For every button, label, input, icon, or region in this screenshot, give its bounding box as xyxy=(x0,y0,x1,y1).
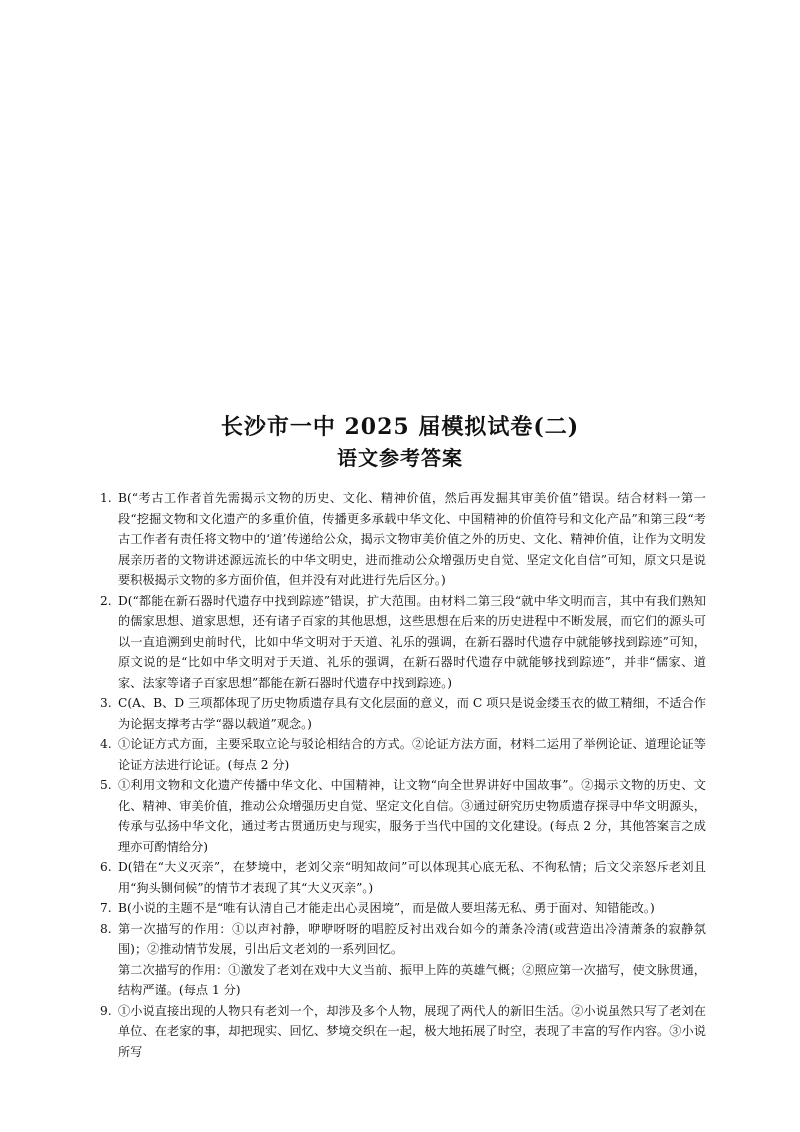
answer-item-7 xyxy=(100,898,706,919)
answer-number: 1. xyxy=(100,491,112,505)
answer-number: 9. xyxy=(100,1003,112,1018)
answer-text xyxy=(118,898,706,919)
answer-paragraph: 第一次描写的作用：①以声衬静，咿咿呀呀的唱腔反衬出戏台如今的萧条冷清(或营造出冷清萧条的寂静氛围)；②推动情节发展，引出后文老刘的一系列回忆。 xyxy=(118,921,706,956)
answer-item-9 xyxy=(100,1001,706,1063)
answer-item-6 xyxy=(100,857,706,898)
answer-list xyxy=(100,488,706,1062)
answer-text xyxy=(118,734,706,775)
answer-paragraph: ①论证方式方面，主要采取立论与驳论相结合的方式。②论证方法方面，材料二运用了举例论证、道理论证等论证方法进行论证。(每点 2 分) xyxy=(118,737,706,772)
answer-paragraph: B(“考古工作者首先需揭示文物的历史、文化、精神价值，然后再发掘其审美价值”错误。结合材料一第一段“挖掘文物和文化遗产的多重价值，传播更多承载中华文化、中国精神的价值符号和文化产品”和第三段“考古工作者有责任将文物中的‘道’传递给公众，揭示文物审美价值之外的历史、文化、精神价值，让作为文明发展亲历者的文物讲述源远流长的中华文明史，进而推动公众增强历史自觉、坚定文化自信”可知，原文只是说要积极揭示文物的多方面价值，但并没有对此进行先后区分。) xyxy=(118,491,706,587)
answer-paragraph: D(错在“大义灭亲”，在梦境中，老刘父亲“明知故问”可以体现其心底无私、不徇私情；后文父亲怒斥老刘且用“狗头铡伺候”的情节才表现了其“大义灭亲”。) xyxy=(118,860,706,895)
answer-item-1 xyxy=(100,488,706,591)
answer-number: 2. xyxy=(100,593,112,608)
answer-number: 5. xyxy=(100,778,112,792)
answer-item-2 xyxy=(100,591,706,694)
answer-number: 7. xyxy=(100,901,112,915)
exam-title: 长沙市一中 2025 届模拟试卷(二) xyxy=(220,414,580,440)
answer-text xyxy=(118,775,706,857)
answer-text xyxy=(118,919,706,1001)
answer-number: 6. xyxy=(100,860,112,874)
answer-text xyxy=(118,857,706,898)
answer-number: 8. xyxy=(100,921,112,936)
answer-item-8 xyxy=(100,919,706,1001)
answer-paragraph: 第二次描写的作用：①激发了老刘在戏中大义当前、振甲上阵的英雄气概；②照应第一次描写，使文脉贯通，结构严谨。(每点 1 分) xyxy=(118,962,706,997)
answer-number: 4. xyxy=(100,737,112,751)
answer-text xyxy=(118,1001,706,1063)
answer-item-4 xyxy=(100,734,706,775)
answer-paragraph: B(小说的主题不是“唯有认清自己才能走出心灵困境”，而是做人要坦荡无私、勇于面对、知错能改。) xyxy=(118,901,655,915)
answer-key-subtitle: 语文参考答案 xyxy=(337,446,463,470)
answer-paragraph: D(“都能在新石器时代遗存中找到踪迹”错误，扩大范围。由材料二第三段“就中华文明而言，其中有我们熟知的儒家思想、道家思想，还有诸子百家的其他思想，这些思想在后来的历史进程中不断发展，而它们的源头可以一直追溯到史前时代，比如中华文明对于天道、礼乐的强调，在新石器时代遗存中就能够找到踪迹”可知，原文说的是“比如中华文明对于天道、礼乐的强调，在新石器时代遗存中就能够找到踪迹”，并非“儒家、道家、法家等诸子百家思想”都能在新石器时代遗存中找到踪迹。) xyxy=(118,593,706,690)
answer-text xyxy=(118,591,706,694)
answer-paragraph: ①利用文物和文化遗产传播中华文化、中国精神，让文物“向全世界讲好中国故事”。②揭示文物的历史、文化、精神、审美价值，推动公众增强历史自觉、坚定文化自信。③通过研究历史物质遗存探寻中华文明源头，传承与弘扬中华文化，通过考古贯通历史与现实，服务于当代中国的文化建设。(每点 2 分，其他答案言之成理亦可酌情给分) xyxy=(118,778,706,854)
answer-number: 3. xyxy=(100,696,112,710)
answer-text xyxy=(118,488,706,591)
answer-item-3 xyxy=(100,693,706,734)
answer-item-5 xyxy=(100,775,706,857)
answer-paragraph: C(A、B、D 三项都体现了历史物质遗存具有文化层面的意义，而 C 项只是说金缕玉衣的做工精细，不适合作为论据支撑考古学“器以载道”观念。) xyxy=(118,696,706,731)
answer-text xyxy=(118,693,706,734)
answer-paragraph: ①小说直接出现的人物只有老刘一个，却涉及多个人物，展现了两代人的新旧生活。②小说虽然只写了老刘在单位、在老家的事，却把现实、回忆、梦境交织在一起，极大地拓展了时空，表现了丰富的写作内容。③小说所写 xyxy=(118,1003,706,1059)
